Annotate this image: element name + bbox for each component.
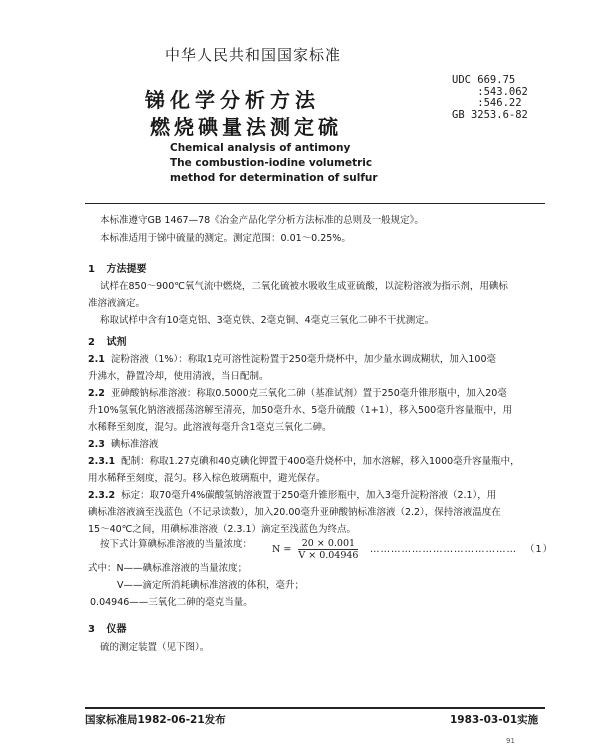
where-definition-constant: ——三氧化二砷的毫克当量。 (129, 597, 253, 608)
sec1-p2: 称取试样中含有10毫克铝、3毫克铁、2毫克铜、4毫克三氧化二砷不干扰测定。 (100, 315, 435, 326)
formula-1 (272, 538, 358, 561)
sec232-line4: 按下式计算碘标准溶液的当量浓度： (100, 539, 253, 550)
where-symbol-n: 式中：N (88, 563, 124, 574)
sec3-p1: 硫的测定装置（见下图）。 (100, 642, 210, 653)
sec232-line3: 15～40℃之间，用碘标准溶液（2.3.1）滴定至浅蓝色为终点。 (88, 524, 357, 535)
sec22-line2: 升10%氢氧化钠溶液摇荡溶解至清亮，加50毫升水、5毫升硫酸（1+1），移入500毫升容量瓶中，用 (88, 405, 513, 416)
udc-block (452, 75, 528, 121)
document-title-zh-1: 锑化学分析方法 (145, 88, 320, 112)
clause-2-1-text: 淀粉溶液（1%）：称取1克可溶性淀粉置于250毫升烧杯中，加少量水调成糊状，加入100毫 (110, 354, 497, 365)
standard-name: 中华人民共和国国家标准 (165, 46, 342, 64)
sec22-line3: 水稀释至刻度，混匀。此溶液每毫升含1毫克三氧化二砷。 (88, 422, 332, 433)
formula-eq-number: （1） (525, 544, 554, 555)
udc-line-3: :546.22 (452, 97, 522, 109)
sec23-head (88, 436, 158, 455)
sec232-line2: 碘标准溶液滴至浅蓝色（不记录读数），加入20.00毫升亚砷酸钠标准溶液（2.2），保持溶液温度在 (88, 507, 501, 518)
clause-2-2-number: 2.2 (88, 388, 105, 399)
section-1-heading (88, 260, 146, 275)
sec231-line2: 用水稀释至刻度，混匀。移入棕色玻璃瓶中，避光保存。 (88, 473, 326, 484)
document-title-zh-2: 燃烧碘量法测定硫 (150, 115, 342, 139)
clause-2-3-1-number: 2.3.1 (88, 456, 116, 467)
effective-date: 1983-03-01实施 (450, 714, 539, 726)
section-2-title: 试剂 (106, 337, 127, 348)
section-3-title: 仪器 (106, 624, 127, 635)
issue-date: 国家标准局1982-06-21发布 (85, 714, 226, 726)
footer-rule (85, 707, 545, 709)
where-symbol-v: V (117, 580, 124, 591)
section-3-number: 3 (88, 624, 95, 635)
clause-2-2-text: 亚砷酸钠标准溶液：称取0.5000克三氧化二砷（基准试剂）置于250毫升锥形瓶中，加入20毫 (110, 388, 507, 399)
document-title-en-3: method for determination of sulfur (170, 172, 378, 184)
document-title-en-2: The combustion-iodine volumetric (170, 157, 373, 169)
section-2-number: 2 (88, 337, 95, 348)
clause-2-3-2-text: 标定：取70毫升4%碳酸氢钠溶液置于250毫升锥形瓶中，加入3毫升淀粉溶液（2.1），用 (121, 490, 497, 501)
clause-2-3-title: 碘标准溶液 (110, 439, 159, 450)
clause-2-3-1-text: 配制：称取1.27克碘和40克碘化钾置于400毫升烧杯中，加水溶解，移入1000毫升容量瓶中， (121, 456, 520, 467)
clause-2-3-number: 2.3 (88, 439, 105, 450)
formula-denominator: V × 0.04946 (298, 550, 359, 561)
header-rule (85, 203, 545, 204)
document-title-en-1: Chemical analysis of antimony (170, 142, 351, 154)
section-2-heading (88, 333, 126, 348)
sec21-line1 (88, 351, 496, 370)
sec22-line1 (88, 385, 507, 404)
sec1-p1-line1: 试样在850～900℃氧气流中燃烧，二氧化硫被水吸收生成亚硫酸，以淀粉溶液为指示剂，用碘标 (100, 281, 508, 292)
sec231-line1 (88, 453, 520, 472)
formula-leader (370, 541, 553, 555)
where-symbol-constant: 0.04946 (90, 597, 130, 608)
section-3-heading (88, 620, 126, 635)
sec21-line2: 升沸水，静置冷却，使用清液，当日配制。 (88, 371, 269, 382)
udc-line-1: UDC 669.75 (452, 74, 516, 86)
sec232-line1 (88, 487, 496, 506)
intro-line-1: 本标准遵守GB 1467—78《冶金产品化学分析方法标准的总则及一般规定》。 (100, 215, 424, 226)
formula-dots: …………………………………… (370, 544, 517, 555)
formula-fraction (298, 538, 358, 561)
udc-line-2: :543.062 (452, 85, 528, 98)
clause-2-1-number: 2.1 (88, 354, 105, 365)
where-line-3 (90, 594, 253, 613)
sec1-p1-line2: 准溶液滴定。 (88, 298, 146, 309)
section-1-title: 方法提要 (106, 264, 147, 275)
formula-lhs: N = (272, 544, 292, 555)
where-line-2 (117, 577, 304, 596)
formula-numerator: 20 × 0.001 (298, 538, 358, 550)
intro-line-2: 本标准适用于锑中硫量的测定。测定范围：0.01～0.25%。 (100, 233, 351, 244)
where-line-1 (88, 560, 247, 579)
section-1-number: 1 (88, 264, 95, 275)
where-definition-v: ——滴定所消耗碘标准溶液的体积，毫升； (123, 580, 305, 591)
clause-2-3-2-number: 2.3.2 (88, 490, 116, 501)
gb-code: GB 3253.6-82 (452, 108, 528, 121)
page-number: 91 (506, 737, 515, 745)
where-definition-n: ——碘标准溶液的当量浓度； (123, 563, 248, 574)
